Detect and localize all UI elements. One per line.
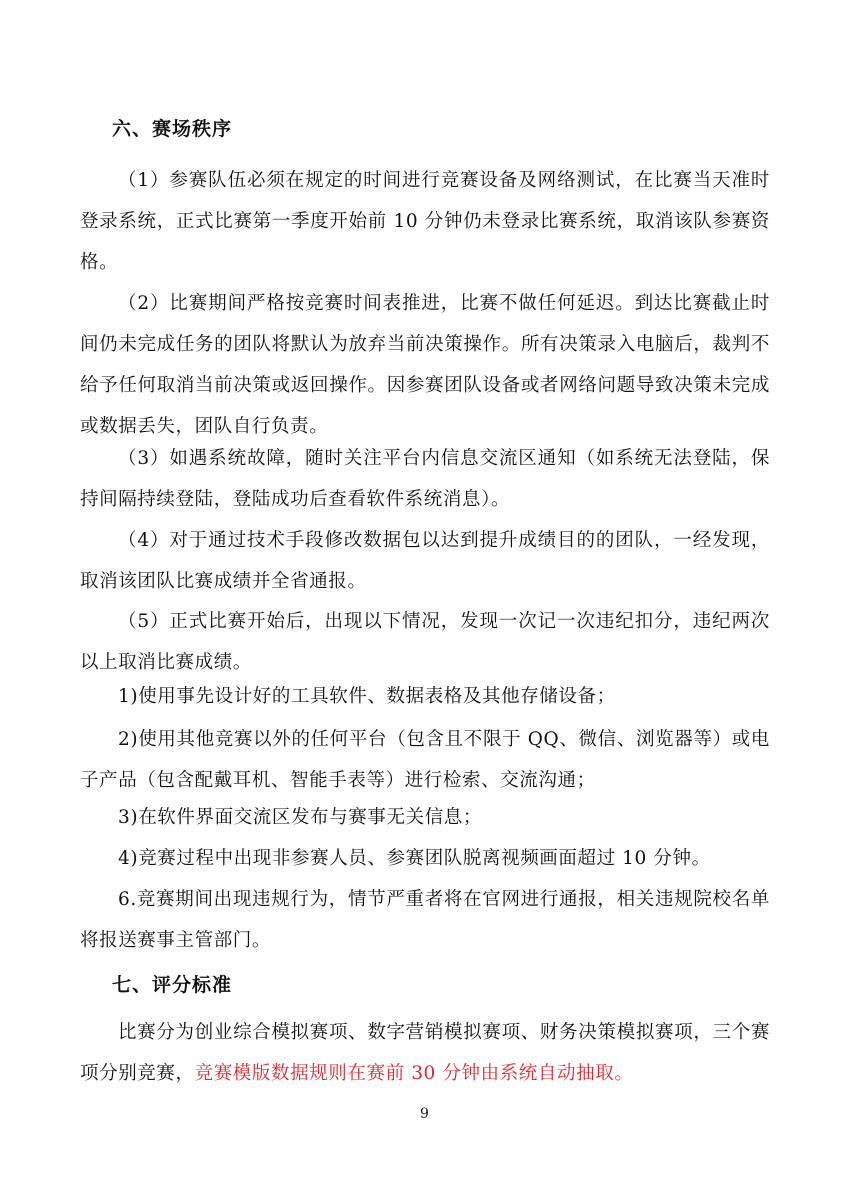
section-heading-scoring: 七、评分标准 [112,974,233,996]
paragraph-item-2: （2）比赛期间严格按竞赛时间表推进，比赛不做任何延迟。到达比赛截止时间仍未完成任务的团队将默认为放弃当前决策操作。所有决策录入电脑后，裁判不给予任何取消当前决策或返回操作。因参赛团队设备或者网络问题导致决策未完成或数据丢失，团队自行负责。 [80,293,770,437]
paragraph-item-1: （1）参赛队伍必须在规定的时间进行竞赛设备及网络测试，在比赛当天准时登录系统，正式比赛第一季度开始前 10 分钟仍未登录比赛系统，取消该队参赛资格。 [80,170,770,273]
list-item-1: 1)使用事先设计好的工具软件、数据表格及其他存储设备； [118,686,616,707]
paragraph-item-3: （3）如遇系统故障，随时关注平台内信息交流区通知（如系统无法登陆，保持间隔持续登陆，登陆成功后查看软件系统消息）。 [80,448,770,510]
list-item-3: 3)在软件界面交流区发布与赛事无关信息； [118,807,482,828]
page-number: 9 [420,1106,429,1122]
list-item-2: 2)使用其他竞赛以外的任何平台（包含且不限于 QQ、微信、浏览器等）或电子产品（包含配戴耳机、智能手表等）进行检索、交流沟通； [80,729,770,791]
paragraph-scoring [80,1012,770,1094]
paragraph-item-6: 6.竞赛期间出现违规行为，情节严重者将在官网进行通报，相关违规院校名单将报送赛事主管部门。 [80,889,770,951]
scoring-text: 比赛分为创业综合模拟赛项、数字营销模拟赛项、财务决策模拟赛项，三个赛项分别竞赛， [80,1022,770,1084]
section-heading-order: 六、赛场秩序 [112,118,233,140]
paragraph-item-5: （5）正式比赛开始后，出现以下情况，发现一次记一次违纪扣分，违纪两次以上取消比赛成绩。 [80,611,770,673]
paragraph-item-4: （4）对于通过技术手段修改数据包以达到提升成绩目的的团队，一经发现，取消该团队比赛成绩并全省通报。 [80,530,770,592]
list-item-4: 4)竞赛过程中出现非参赛人员、参赛团队脱离视频画面超过 10 分钟。 [118,848,711,869]
scoring-highlight-text: 竞赛模版数据规则在赛前 30 分钟由系统自动抽取。 [194,1063,634,1084]
